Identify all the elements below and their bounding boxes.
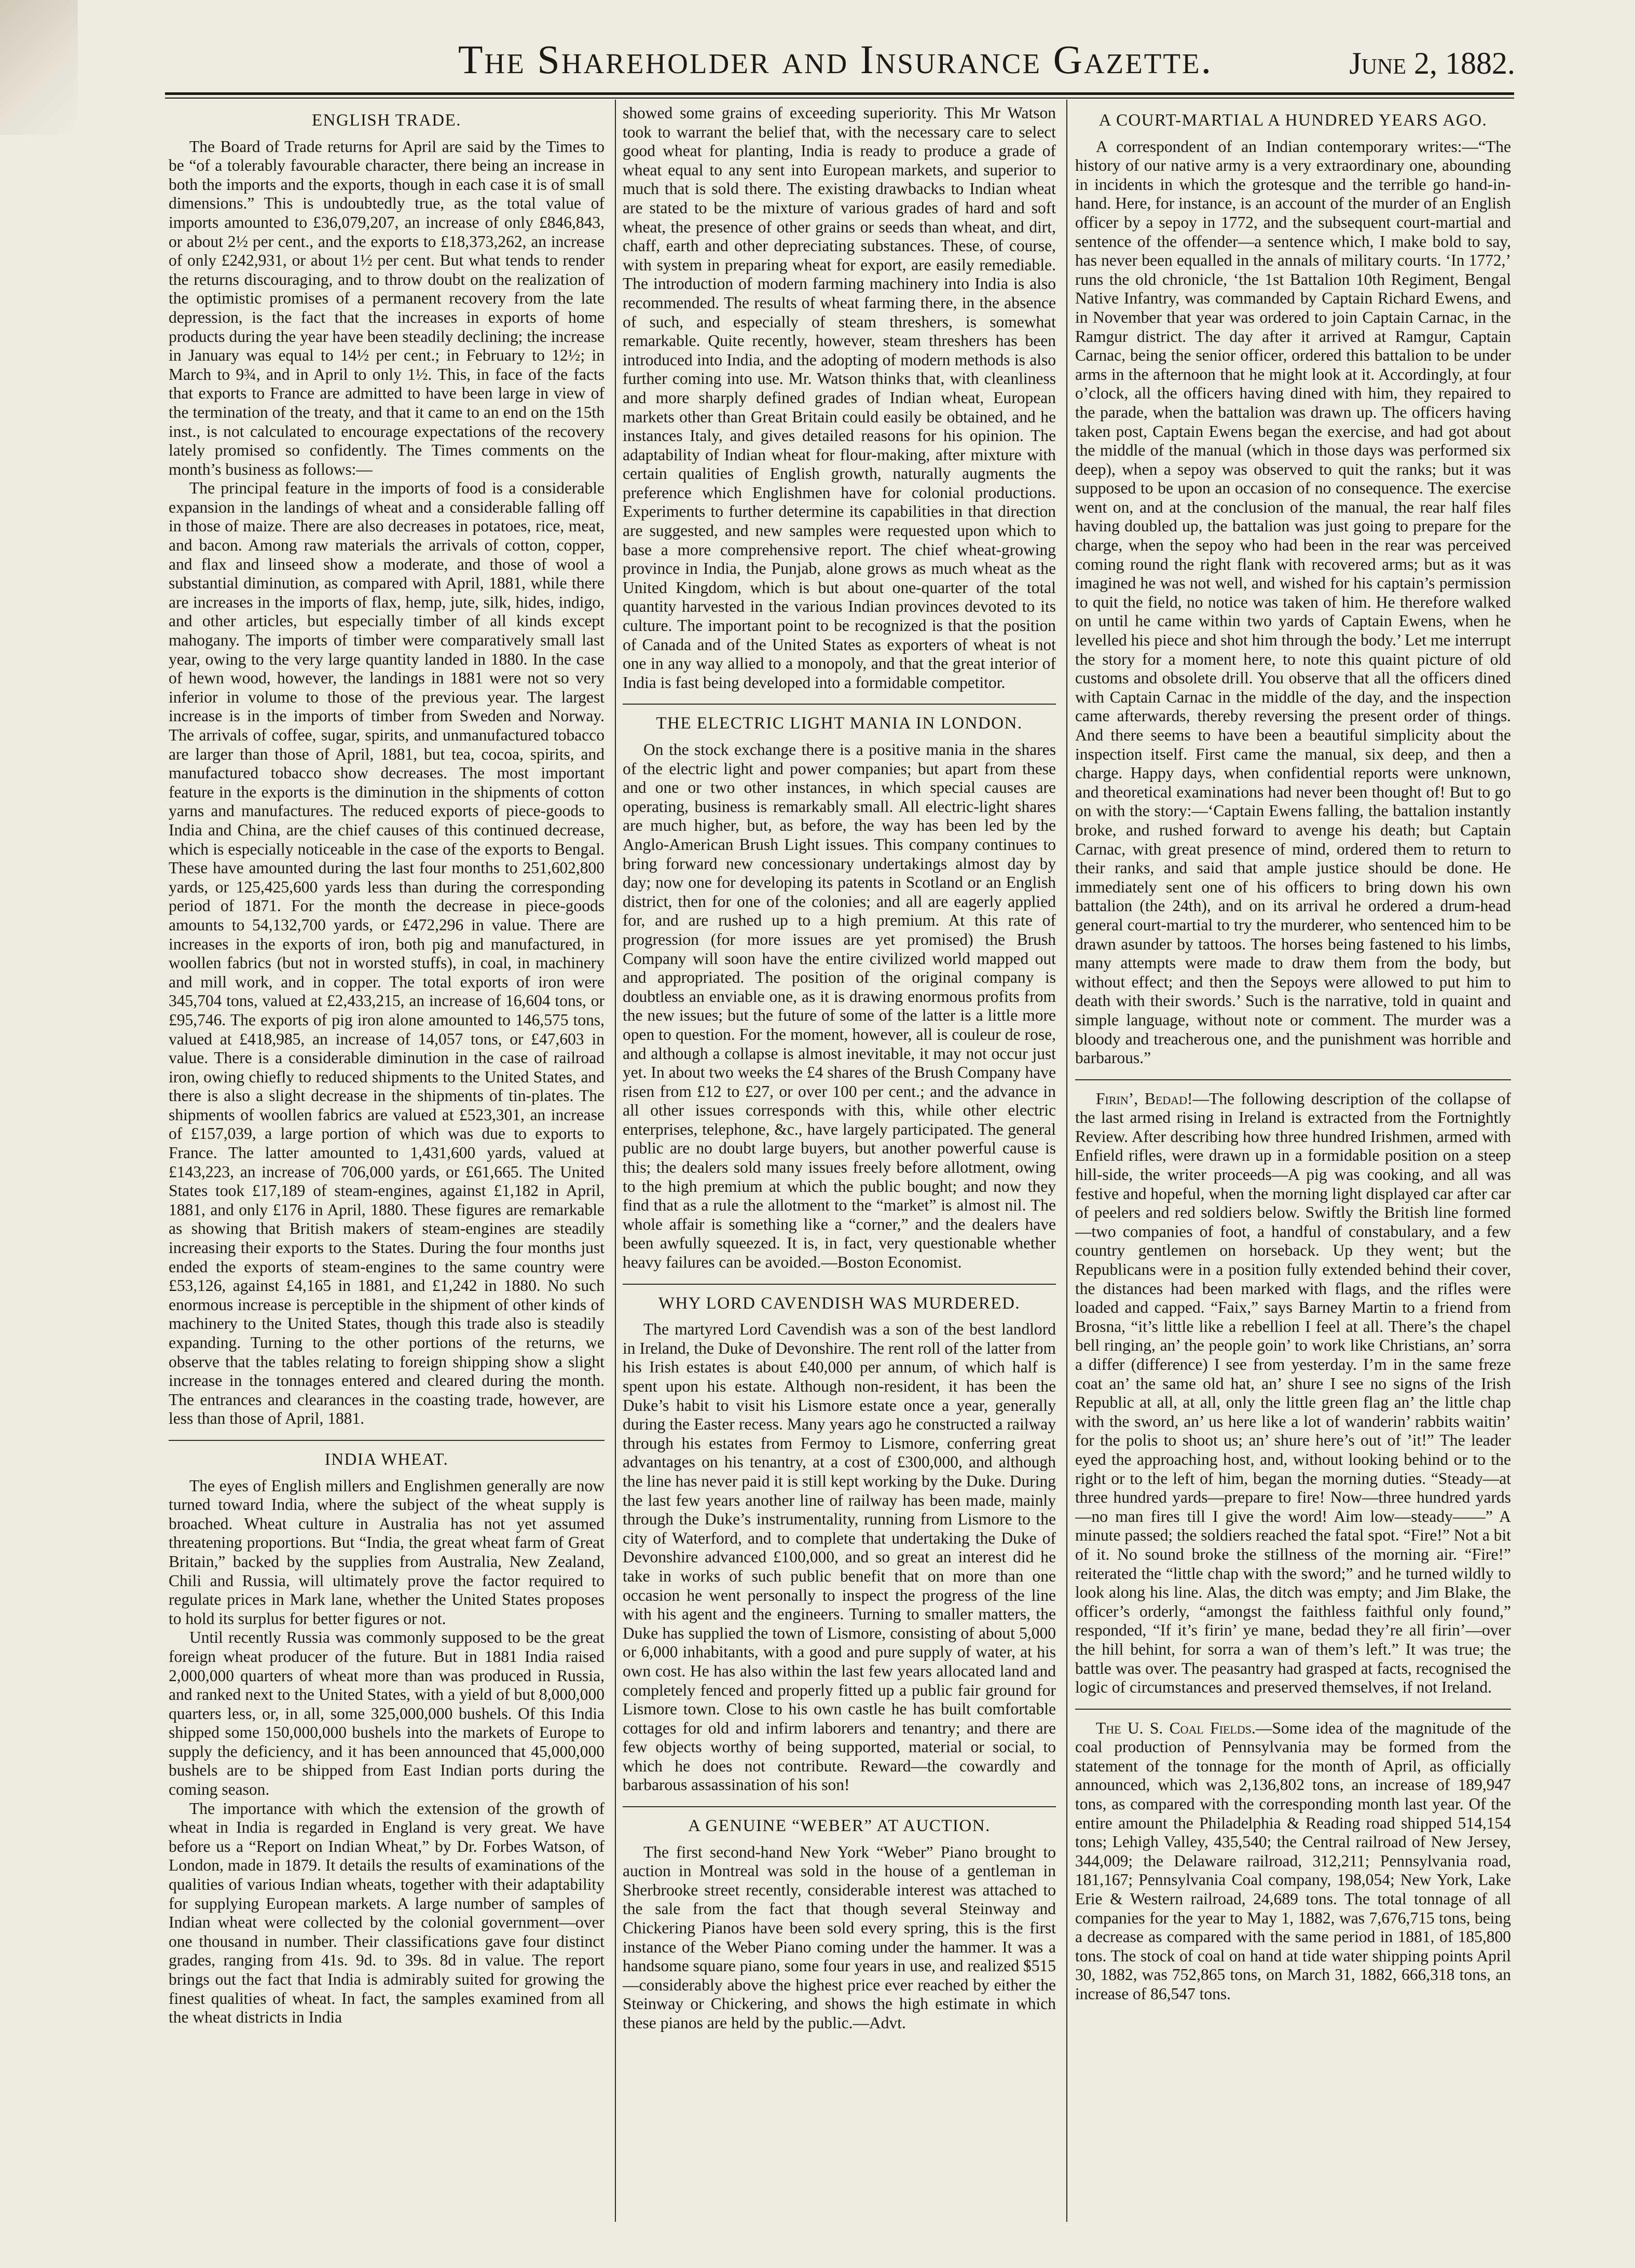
article-heading: A GENUINE “WEBER” AT AUCTION. [688, 1817, 991, 1836]
article-paragraph: The importance with which the extension of the growth of wheat in India is regarded in England is very great. We have before us a “Report on Indian Wheat,” by Dr. Forbes Watson, of London, made in 1879. It details the results of examinations of the qualities of various Indian wheats, together with their adaptability for supplying European markets. A large number of samples of Indian wheat were collected by the colonial government—over one thousand in number. Their classifications gave four distinct grades, ranging from 41s. 9d. to 39s. 8d in value. The report brings out the fact that India is admirably suited for growing the finest qualities of wheat. In fact, the samples examined from all the wheat districts in India [169, 1799, 604, 2027]
article-text: —The following description of the collapse of the last armed rising in Ireland is extracted from the Fortnightly Review. After describing how three hundred Irishmen, armed with Enfield rifles, were drawn up in a formidable position on a steep hill-side, the writer proceeds—A pig was cooking, and all was festive and hopeful, when the morning light displayed car after car of peelers and red soldiers below. Swiftly the British line formed—two companies of foot, a handful of constabulary, and a few country gentlemen on horseback. Up they went; but the Republicans were in a position fully extended behind their cover, the distances had been marked with flags, and the rifles were loaded and capped. “Faix,” says Barney Martin to a friend from Brosna, “it’s little like a rebellion I feel at all. There’s the chapel bell ringing, an’ the people goin’ to work like Christians, an’ sorra a differ (difference) I see from yesterday. I’m in the same freze coat an’ the same old hat, an’ shure I see no signs of the Irish Republic at all, at all, only the little green flag an’ the little chap with the sword, an’ us here like a lot of wanderin’ rabbits waitin’ for the polis to shoot us; an’ shure here’s out of ’it!” The leader eyed the approaching host, and, without looking behind or to the right or to the left of him, began the morning duties. “Steady—at three hundred yards—prepare to fire! Now—three hundred yards—no man fires till I give the word! Aim low—steady——” A minute passed; the soldiers reached the fatal spot. “Fire!” Not a bit of it. No sound broke the stillness of the morning air. “Fire!” reiterated the “little chap with the sword;” and he turned wildly to look along his line. Alas, the ditch was empty; and Jim Blake, the officer’s orderly, “amongst the faithless faithful only found,” responded, “If it’s firin’ ye mane, bedad they’re all firin’—over the hill behint, for sorra a wan of them’s left.” It was true; the battle was over. The peasantry had grasped at facts, recognised the logic of circumstances and preserved themselves, if not Ireland. [1075, 1089, 1511, 1697]
article-paragraph: The eyes of English millers and Englishmen generally are now turned toward India, where the subject of the wheat supply is broached. Wheat culture in Australia has not yet assumed threatening proportions. But “India, the great wheat farm of Great Britain,” backed by the supplies from Australia, New Zealand, Chili and Russia, will ultimately prove the factor required to regulate prices in Mark lane, whether the United States proposes to hold its surplus for better figures or not. [169, 1476, 604, 1628]
article-paragraph: On the stock exchange there is a positive mania in the shares of the electric light and power companies; but apart from these and one or two other instances, in which special causes are operating, business is remarkably small. All electric-light shares are much higher, but, as before, the way has been led by the Anglo-American Brush Light issues. This company continues to bring forward new concessionary undertakings almost day by day; now one for developing its patents in Scotland or an English district, then for one of the colonies; and all are eagerly applied for, and are rushed up to a high premium. At this rate of progression (for more issues are yet promised) the Brush Company will soon have the entire civilized world mapped out and appropriated. The position of the original company is doubtless an enviable one, as it is drawing enormous profits from the new issues; but the future of some of the latter is a little more open to question. For the moment, however, all is couleur de rose, and although a collapse is almost inevitable, it may not occur just yet. In about two weeks the £4 shares of the Brush Company have risen from £12 to £27, or over 100 per cent.; and the advance in all other issues corresponds with this, while other electric enterprises, telephone, &c., have largely participated. The general public are no doubt large buyers, but another powerful cause is this; the dealers sold many issues freely before allotment, owing to the high premium at which the public bought; and now they find that as a rule the allotment to the “market” is almost nil. The whole affair is something like a “corner,” and the dealers have been awfully squeezed. It is, in fact, very questionable whether heavy failures can be avoided.—Boston Economist. [623, 740, 1056, 1272]
masthead [156, 32, 1515, 89]
article-paragraph [1075, 1090, 1511, 1697]
article-paragraph: The principal feature in the imports of food is a considerable expansion in the landings of wheat and a considerable falling off in those of maize. There are also decreases in potatoes, rice, meat, and bacon. Among raw materials the arrivals of cotton, copper, and flax and linseed show a moderate, and those of wool a substantial diminution, as compared with April, 1881, while there are increases in the imports of flax, hemp, jute, silk, hides, indigo, and other articles, but especially timber of all kinds except mahogany. The imports of timber were comparatively small last year, owing to the very large quantity landed in 1880. In the case of hewn wood, however, the landings in 1881 were not so very inferior in volume to those of the previous year. The largest increase is in the imports of timber from Sweden and Norway. The arrivals of coffee, sugar, spirits, and unmanufactured tobacco are larger than those of April, 1881, but tea, cocoa, spirits, and manufactured tobacco show decreases. The most important feature in the exports is the diminution in the shipments of cotton yarns and manufactures. The reduced exports of piece-goods to India and China, are the chief causes of this continued decrease, which is especially noticeable in the case of the exports to Bengal. These have amounted during the last four months to 251,602,800 yards, or 125,425,600 yards less than during the corresponding period of 1871. For the month the decrease in piece-goods amounts to 54,132,700 yards, or £472,296 in value. There are increases in the exports of iron, both pig and manufactured, in woollen fabrics (but not in worsted stuffs), in coal, in machinery and mill work, and in copper. The total exports of iron were 345,704 tons, valued at £2,433,215, an increase of 16,604 tons, or £95,746. The exports of pig iron alone amounted to 146,575 tons, valued at £418,985, an increase of 14,057 tons, or £47,603 in value. There is a considerable diminution in the case of railroad iron, owing chiefly to reduced shipments to the United States, and there is also a slight decrease in the shipments of tin-plates. The shipments of woollen fabrics are valued at £523,301, an increase of £157,039, a large portion of which was due to exports to France. The latter amounted to 1,431,600 yards, valued at £143,223, an increase of 706,000 yards, or £61,665. The United States took £17,189 of steam-engines, against £1,182 in April, 1881, and only £176 in April, 1880. These figures are remarkable as showing that British makers of steam-engines are steadily increasing their exports to the States. During the four months just ended the exports of steam-engines to the same country were £53,126, against £4,165 in 1881, and £1,242 in 1880. No such enormous increase is perceptible in the shipment of other kinds of machinery to the United States, though this trade also is steadily expanding. Turning to the other portions of the returns, we observe that the tables relating to foreign shipping show a slight increase in the tonnages entered and cleared during the month. The entrances and clearances in the coasting trade, however, are less than those of April, 1881. [169, 479, 604, 1428]
article-paragraph: The martyred Lord Cavendish was a son of the best landlord in Ireland, the Duke of Devonshire. The rent roll of the latter from his Irish estates is about £40,000 per annum, of which half is spent upon his estate. Although non-resident, it has been the Duke’s habit to visit his Lismore estate once a year, generally during the Easter recess. Many years ago he constructed a railway through his estates from Fermoy to Lismore, conferring great advantages on his tenantry, at a cost of £300,000, and although the line has never paid it is still kept working by the Duke. During the last few years another line of railway has been made, mainly through the Duke’s instrumentality, running from Lismore to the city of Waterford, and to complete that undertaking the Duke of Devonshire advanced £100,000, and so great an interest did he take in works of such public benefit that on more than one occasion he went personally to inspect the progress of the line with his agent and the engineers. Turning to smaller matters, the Duke has supplied the town of Lismore, consisting of about 5,000 or 6,000 inhabitants, with a good and pure supply of water, at his own cost. He has also within the last few years allocated land and completely fenced and properly fitted up a public fair ground for Lismore town. Close to his own castle he has built comfortable cottages for old and infirm laborers and tenantry; and there are few objects worthy of being supported, material or social, to which he does not contribute. Reward—the cowardly and barbarous assassination of his son! [623, 1320, 1056, 1794]
run-in-heading: The U. S. Coal Fields. [1096, 1719, 1256, 1737]
article-text: —Some idea of the magnitude of the coal production of Pennsylvania may be formed from the statement of the tonnage for the month of April, as officially announced, which was 2,136,802 tons, an increase of 189,947 tons, as compared with the corresponding month last year. Of the entire amount the Philadelphia & Reading road shipped 514,154 tons; Lehigh Valley, 435,540; the Central railroad of New Jersey, 344,009; the Delaware railroad, 312,211; Pennsylvania road, 181,167; Pennsylvania Coal company, 198,054; New York, Lake Erie & Western railroad, 24,689 tons. The total tonnage of all companies for the year to May 1, 1882, was 7,676,715 tons, being a decrease as compared with the same period in 1881, of 185,800 tons. The stock of coal on hand at tide water shipping points April 30, 1882, was 752,865 tons, on March 31, 1882, 666,318 tons, an increase of 86,547 tons. [1075, 1719, 1511, 2003]
masthead-rule [165, 92, 1514, 95]
article-divider [1075, 1709, 1511, 1710]
article-divider [169, 1440, 604, 1441]
article-divider [1075, 1079, 1511, 1080]
article-heading: WHY LORD CAVENDISH WAS MURDERED. [658, 1294, 1021, 1313]
column-2 [623, 104, 1056, 2221]
article-heading: INDIA WHEAT. [324, 1450, 449, 1469]
article-heading: ENGLISH TRADE. [311, 111, 462, 130]
article-paragraph: A correspondent of an Indian contemporary writes:—“The history of our native army is a very extraordinary one, abounding in incidents in which the grotesque and the terrible go hand-in-hand. Here, for instance, is an account of the murder of an English officer by a sepoy in 1772, and the subsequent court-martial and sentence of the offender—a sentence which, I make bold to say, has never been equalled in the annals of military courts. ‘In 1772,’ runs the old chronicle, ‘the 1st Battalion 10th Regiment, Bengal Native Infantry, was commanded by Captain Richard Ewens, and in November that year was ordered to join Captain Carnac, in the Ramgur district. The day after it arrived at Ramgur, Captain Carnac, being the senior officer, ordered this battalion to be under arms in the afternoon that he might look at it. Accordingly, at four o’clock, all the officers having dined with him, they repaired to the parade, when the battalion was drawn up. The officers having taken post, Captain Ewens began the exercise, and had got about the middle of the manual (which in those days was performed six deep), when a sepoy was observed to quit the ranks; but it was supposed to be upon an occasion of no consequence. The exercise went on, and at the conclusion of the manual, the rear half files having doubled up, the battalion was just going to prepare for the charge, when the sepoy who had been in the rear was perceived coming round the right flank with recovered arms; but as it was imagined he was not well, and wished for his captain’s permission to quit the field, no notice was taken of him. He therefore walked on until he came within two yards of Captain Ewens, when he levelled his piece and shot him through the body.’ Let me interrupt the story for a moment here, to note this quaint picture of old customs and obsolete drill. You observe that all the officers dined with Captain Carnac in the middle of the day, and the inspection came afterwards, thereby reversing the present order of things. And there seems to have been a beautiful simplicity about the inspection itself. First came the manual, six deep, and then a charge. Happy days, when confidential reports were unknown, and theoretical examinations had never been thought of! But to go on with the story:—‘Captain Ewens falling, the battalion instantly broke, and rushed forward to avenge his death; but Captain Carnac, with great presence of mind, ordered them to return to their ranks, and said that ample justice should be done. He immediately sent one of his officers to bring down his own battalion (the 24th), and on its arrival he ordered a drum-head general court-martial to try the murderer, who sentenced him to be drawn asunder by tattoos. The horses being fastened to his limbs, many attempts were made to draw them from the body, but without effect; and then the Sepoys were allowed to put him to death with their swords.’ Such is the narrative, told in quaint and simple language, without note or comment. The murder was a bloody and treacherous one, and the punishment was horrible and barbarous.” [1075, 137, 1511, 1067]
run-in-heading: Firin’, Bedad! [1096, 1089, 1193, 1108]
article-divider [623, 1806, 1056, 1807]
article-divider [623, 1284, 1056, 1285]
column-rule [615, 100, 616, 2222]
newspaper-title: The Shareholder and Insurance Gazette. [458, 37, 1213, 82]
issue-date: June 2, 1882. [1349, 46, 1515, 80]
article-paragraph [1075, 1719, 1511, 2004]
article-paragraph: The Board of Trade returns for April are said by the Times to be “of a tolerably favourable character, there being an increase in both the imports and the exports, though in each case it is of small dimensions.” This is undoubtedly true, as the total value of imports amounted to £36,079,207, an increase of only £846,843, or about 2½ per cent., and the exports to £18,373,262, an increase of only £242,931, or about 1½ per cent. But what tends to render the returns discouraging, and to throw doubt on the realization of the optimistic promises of a permanent recovery from the late depression, is the fact that the increases in exports of home products during the year have been steadily declining; the increase in January was equal to 14½ per cent.; in February to 12½; in March to 9¾, and in April to only 1½. This, in face of the facts that exports to France are admitted to have been large in view of the termination of the treaty, and that it came to an end on the 15th inst., is not calculated to encourage expectations of the recovery lately promised so confidently. The Times comments on the month’s business as follows:— [169, 137, 604, 478]
article-paragraph: The first second-hand New York “Weber” Piano brought to auction in Montreal was sold in the house of a gentleman in Sherbrooke street recently, considerable interest was attached to the sale from the fact that though several Steinway and Chickering Pianos have been sold every spring, this is the first instance of the Weber Piano coming under the hammer. It was a handsome square piano, some four years in use, and realized $515—considerably above the highest price ever reached by either the Steinway or Chickering, and shows the high estimate in which these pianos are held by the public.—Advt. [623, 1843, 1056, 2032]
column-3 [1075, 104, 1511, 2221]
page-corner-fold [0, 0, 78, 135]
column-rule [1066, 100, 1067, 2222]
article-paragraph: Until recently Russia was commonly supposed to be the great foreign wheat producer of the future. But in 1881 India raised 2,000,000 quarters of wheat more than was produced in Russia, and ranked next to the United States, with a yield of but 8,000,000 quarters less, or, in all, some 325,000,000 bushels. Of this India shipped some 150,000,000 bushels into the markets of Europe to supply the deficiency, and it has been announced that 45,000,000 bushels are to be shipped from East Indian ports during the coming season. [169, 1628, 604, 1799]
masthead-rule-thin [165, 98, 1514, 99]
article-paragraph: showed some grains of exceeding superiority. This Mr Watson took to warrant the belief that, with the necessary care to select good wheat for planting, India is ready to produce a grade of wheat equal to any sent into European markets, and superior to much that is sold there. The existing drawbacks to Indian wheat are stated to be the mixture of various grades of hard and soft wheat, the presence of other grains or seeds than wheat, and dirt, chaff, earth and other depreciating substances. These, of course, with system in preparing wheat for export, are easily remediable. The introduction of modern farming machinery into India is also recommended. The results of wheat farming there, in the absence of such, and especially of steam threshers, is somewhat remarkable. Quite recently, however, steam threshers has been introduced into India, and the adopting of modern methods is also further coming into use. Mr. Watson thinks that, with cleanliness and more sharply defined grades of Indian wheat, European markets other than Great Britain could easily be obtained, and he instances Italy, and gives detailed reasons for his opinion. The adaptability of Indian wheat for flour-making, after mixture with certain qualities of English growth, naturally augments the preference which Englishmen have for colonial productions. Experiments to further determine its capabilities in that direction are suggested, and new samples were requested upon which to base a more comprehensive report. The chief wheat-growing province in India, the Punjab, alone grows as much wheat as the United Kingdom, which is but about one-quarter of the total quantity harvested in the various Indian provinces devoted to its culture. The important point to be recognized is that the position of Canada and of the United States as exporters of wheat is not one in any way allied to a monopoly, and that the great interior of India is fast being developed into a formidable competitor. [623, 104, 1056, 692]
article-heading: THE ELECTRIC LIGHT MANIA IN LONDON. [656, 714, 1023, 733]
article-divider [623, 704, 1056, 705]
article-heading: A COURT-MARTIAL A HUNDRED YEARS AGO. [1098, 111, 1488, 130]
column-1 [169, 104, 604, 2221]
